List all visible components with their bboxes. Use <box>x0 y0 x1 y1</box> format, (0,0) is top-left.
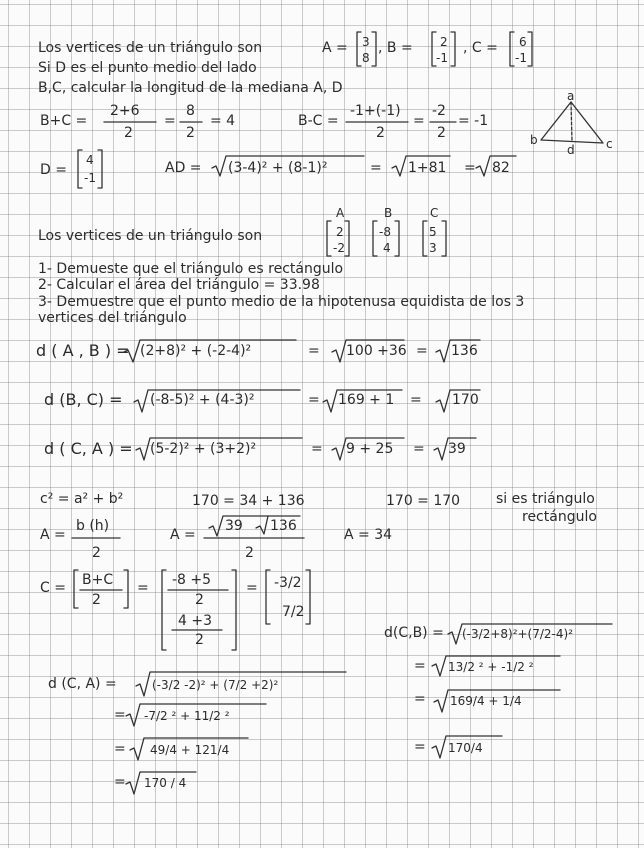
p2-dca2-root3: 49/4 + 121/4 <box>150 743 230 757</box>
p1-line1: Los vertices de un triángulo son <box>38 40 263 56</box>
p2-vec-label-c: C <box>430 206 439 220</box>
p2-pyth-note1: si es triángulo <box>496 491 595 507</box>
p2-q3a: 3- Demuestre que el punto medio de la hipotenusa equidista de los 3 <box>38 294 525 310</box>
p2-dcb-eq2: = <box>414 658 426 674</box>
p2-dca2-root2: -7/2 ² + 11/2 ² <box>144 709 230 723</box>
p2-mid-bot-num: 4 +3 <box>178 613 212 629</box>
p1-line2: Si D es el punto medio del lado <box>38 60 257 76</box>
p1-ad-lhs: AD = <box>165 160 202 176</box>
triangle-diagram <box>541 102 603 143</box>
p2-dcb-root4: 170/4 <box>448 741 483 755</box>
p2-dca2-eq4: = <box>114 774 126 790</box>
p2-vec-label-b: B <box>384 206 393 220</box>
p1-bc-diff-lhs: B-C = <box>298 113 339 129</box>
p2-vector-brackets <box>327 221 446 256</box>
p2-vec-b-bottom: 4 <box>383 241 391 255</box>
p2-dcb-eq3: = <box>414 691 426 707</box>
p2-mid-lhs: C = <box>40 580 66 596</box>
p2-mid-res-top: -3/2 <box>274 575 302 591</box>
p2-vec-a-bottom: -2 <box>333 241 345 255</box>
p2-dab-root3: 136 <box>451 343 478 359</box>
p2-dbc-eq1: = <box>308 392 320 408</box>
p2-dcb-radicals <box>432 624 612 758</box>
p2-midpoint-strokes <box>74 570 310 650</box>
p2-mid-eq: = <box>137 580 149 596</box>
p2-dbc-lhs: d (B, C) = <box>44 390 123 409</box>
p1-bc-diff-den: 2 <box>376 125 385 141</box>
p2-dbc-root2: 169 + 1 <box>338 392 395 408</box>
p2-dca-root: (5-2)² + (3+2)² <box>150 441 257 457</box>
p1-vector-brackets <box>357 32 532 66</box>
p1-bc-sum-eq: = <box>164 113 176 129</box>
p2-radicals <box>124 340 480 460</box>
p1-bc-diff-den2: 2 <box>437 125 446 141</box>
p2-pyth-res: 170 = 170 <box>386 493 461 509</box>
p2-vec-a-top: 2 <box>336 225 344 239</box>
p1-ad-root: (3-4)² + (8-1)² <box>228 160 328 176</box>
p2-dcb-eq4: = <box>414 739 426 755</box>
p1-vec-a-bottom: 8 <box>362 51 370 65</box>
p2-dca-root2: 9 + 25 <box>346 441 394 457</box>
p2-dca2-root4: 170 / 4 <box>144 776 187 790</box>
p2-dcb-lhs: d(C,B) = <box>384 625 444 641</box>
p2-dab-eq2: = <box>416 343 428 359</box>
p2-q1: 1- Demueste que el triángulo es rectángulo <box>38 261 344 277</box>
p1-vec-c-top: 6 <box>519 35 527 49</box>
p2-mid-eq2: = <box>246 580 258 596</box>
p1-vec-d-bottom: -1 <box>84 171 96 185</box>
p2-mid-num: B+C <box>82 572 114 588</box>
p2-vec-c-bottom: 3 <box>429 241 437 255</box>
p2-pyth: c² = a² + b² <box>40 491 124 507</box>
p1-vec-b-bottom: -1 <box>436 51 448 65</box>
p1-ad-root2: 1+81 <box>408 160 447 176</box>
p2-q2: 2- Calcular el área del triángulo = 33.98 <box>38 277 320 293</box>
p1-label-c: , C = <box>463 40 498 56</box>
p2-dcb-root3: 169/4 + 1/4 <box>450 694 522 708</box>
p2-dab-root2: 100 +36 <box>346 343 407 359</box>
p1-ad-eq1: = <box>370 160 382 176</box>
p2-dca2-root1: (-3/2 -2)² + (7/2 +2)² <box>152 678 279 692</box>
p2-area2-lhs: A = <box>170 527 196 543</box>
p2-dca2-lhs: d (C, A) = <box>48 676 117 692</box>
p2-dca-eq1: = <box>311 441 323 457</box>
p2-dcb-root2: 13/2 ² + -1/2 ² <box>448 660 534 674</box>
p2-area2-den: 2 <box>245 545 254 561</box>
p1-bc-diff-num2: -2 <box>432 103 446 119</box>
p2-area-num: b (h) <box>76 518 110 534</box>
p1-vec-a-top: 3 <box>362 35 370 49</box>
p2-vec-b-top: -8 <box>379 225 391 239</box>
p2-area-strokes <box>72 516 304 538</box>
triangle-label-b: b <box>530 133 538 147</box>
p2-dca2-eq3: = <box>114 741 126 757</box>
p2-mid-top-num: -8 +5 <box>172 572 212 588</box>
p2-area2-num-a: 39 <box>225 518 243 534</box>
p2-q3b: vertices del triángulo <box>38 310 187 326</box>
p1-radicals <box>212 156 516 176</box>
p2-dab-root: (2+8)² + (-2-4)² <box>140 343 252 359</box>
p2-vec-label-a: A <box>336 206 345 220</box>
triangle-label-d: d <box>567 143 575 157</box>
p1-vec-d-top: 4 <box>86 153 94 167</box>
p1-bc-sum-den: 2 <box>124 125 133 141</box>
p2-pyth-note2: rectángulo <box>522 509 597 525</box>
p2-area2-num-b: 136 <box>270 518 297 534</box>
p1-bc-sum-num2: 8 <box>186 103 195 119</box>
p2-area-den: 2 <box>92 545 101 561</box>
p2-dab-lhs: d ( A , B ) = <box>36 341 130 360</box>
p1-vec-b-top: 2 <box>440 35 448 49</box>
p1-bc-diff-num: -1+(-1) <box>350 103 401 119</box>
p1-bc-sum-num: 2+6 <box>110 103 140 119</box>
p2-dbc-eq2: = <box>410 392 422 408</box>
p1-ad-eq2: = <box>464 160 476 176</box>
p2-mid-top-den: 2 <box>195 592 204 608</box>
p1-vec-c-bottom: -1 <box>515 51 527 65</box>
p1-label-b: , B = <box>378 40 413 56</box>
p2-area-lhs: A = <box>40 527 66 543</box>
p2-dbc-root: (-8-5)² + (4-3)² <box>150 392 255 408</box>
p2-pyth-sub: 170 = 34 + 136 <box>192 493 305 509</box>
p1-bc-sum-lhs: B+C = <box>40 113 88 129</box>
p1-vector-d-bracket <box>78 150 102 188</box>
p2-intro: Los vertices de un triángulo son <box>38 228 263 244</box>
p2-dca-root3: 39 <box>448 441 466 457</box>
p1-label-a: A = <box>322 40 348 56</box>
p1-d-lhs: D = <box>40 162 67 178</box>
p2-dca-eq2: = <box>413 441 425 457</box>
p2-dca2-eq2: = <box>114 707 126 723</box>
p1-bc-diff-eq: = <box>413 113 425 129</box>
p2-mid-res-bot: 7/2 <box>282 604 305 620</box>
p1-bc-sum-res: = 4 <box>210 113 236 129</box>
p2-mid-bot-den: 2 <box>195 632 204 648</box>
p1-ad-root3: 82 <box>492 160 510 176</box>
p2-dca2-radicals <box>126 672 346 794</box>
p2-dbc-root3: 170 <box>452 392 479 408</box>
p2-area3: A = 34 <box>344 527 393 543</box>
p1-line3: B,C, calcular la longitud de la mediana A, D <box>38 80 343 96</box>
p2-dab-eq1: = <box>308 343 320 359</box>
p2-vec-c-top: 5 <box>429 225 437 239</box>
p2-mid-den: 2 <box>92 592 101 608</box>
p1-bc-sum-den2: 2 <box>186 125 195 141</box>
p2-dca-lhs: d ( C, A ) = <box>44 439 133 458</box>
triangle-label-c: c <box>606 137 613 151</box>
p2-dcb-root1: (-3/2+8)²+(7/2-4)² <box>462 627 574 641</box>
p1-bc-diff-res: = -1 <box>458 113 489 129</box>
triangle-label-a: a <box>567 89 575 103</box>
